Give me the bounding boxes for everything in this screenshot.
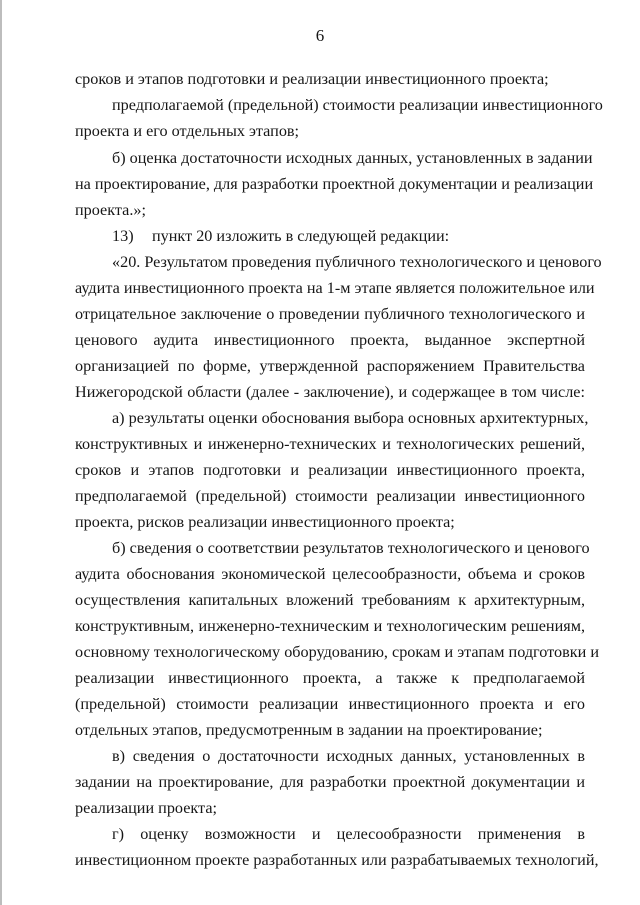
text-line: сроков и этапов подготовки и реализации инвестиционного проекта; bbox=[75, 70, 549, 88]
text-line: пункт 20 изложить в следующей редакции: bbox=[152, 227, 450, 245]
text-line: на проектирование, для разработки проектной документации и реализации bbox=[75, 175, 594, 193]
text-line: организацией по форме, утвержденной распоряжением Правительства bbox=[75, 357, 585, 375]
page-number: 6 bbox=[315, 26, 325, 45]
page-edge bbox=[0, 0, 2, 905]
text-line: аудита инвестиционного проекта на 1-м этапе является положительное или bbox=[75, 279, 595, 297]
text-line: (предельной) стоимости реализации инвестиционного проекта и его bbox=[75, 695, 585, 713]
text-line: реализации инвестиционного проекта, а также к предполагаемой bbox=[75, 669, 585, 687]
text-line: осуществления капитальных вложений требованиям к архитектурным, bbox=[75, 591, 585, 609]
text-line: предполагаемой (предельной) стоимости реализации инвестиционного bbox=[75, 487, 585, 505]
text-line: аудита обоснования экономической целесообразности, объема и сроков bbox=[75, 565, 585, 583]
text-line: г) оценку возможности и целесообразности применения в bbox=[112, 825, 585, 843]
text-line: ценового аудита инвестиционного проекта, выданное экспертной bbox=[75, 331, 585, 349]
text-line: б) оценка достаточности исходных данных, установленных в задании bbox=[112, 149, 593, 167]
text-line: в) сведения о достаточности исходных данных, установленных в bbox=[112, 747, 585, 765]
text-line: б) сведения о соответствии результатов технологического и ценового bbox=[112, 539, 590, 557]
text-line: инвестиционном проекте разработанных или разрабатываемых технологий, bbox=[75, 851, 599, 869]
text-line: сроков и этапов подготовки и реализации инвестиционного проекта, bbox=[75, 461, 585, 479]
text-line: проекта и его отдельных этапов; bbox=[75, 122, 300, 140]
text-line: основному технологическому оборудованию, срокам и этапам подготовки и bbox=[75, 643, 600, 661]
text-line: «20. Результатом проведения публичного технологического и ценового bbox=[112, 253, 602, 271]
text-line: проекта.»; bbox=[75, 201, 146, 219]
text-line: отдельных этапов, предусмотренным в задании на проектирование; bbox=[75, 721, 543, 739]
text-line: конструктивных и инженерно-технических и технологических решений, bbox=[75, 435, 585, 453]
text-line: реализации проекта; bbox=[75, 799, 217, 817]
text-line: конструктивным, инженерно-техническим и технологическим решениям, bbox=[75, 617, 585, 635]
text-line: проекта, рисков реализации инвестиционного проекта; bbox=[75, 513, 455, 531]
text-line: задании на проектирование, для разработки проектной документации и bbox=[75, 773, 585, 791]
text-line: отрицательное заключение о проведении публичного технологического и bbox=[75, 305, 585, 323]
text-line: Нижегородской области (далее - заключение), и содержащее в том числе: bbox=[75, 383, 585, 401]
text-line: предполагаемой (предельной) стоимости реализации инвестиционного bbox=[112, 96, 603, 114]
item-number: 13) bbox=[112, 227, 134, 245]
text-line: а) результаты оценки обоснования выбора основных архитектурных, bbox=[112, 409, 589, 427]
